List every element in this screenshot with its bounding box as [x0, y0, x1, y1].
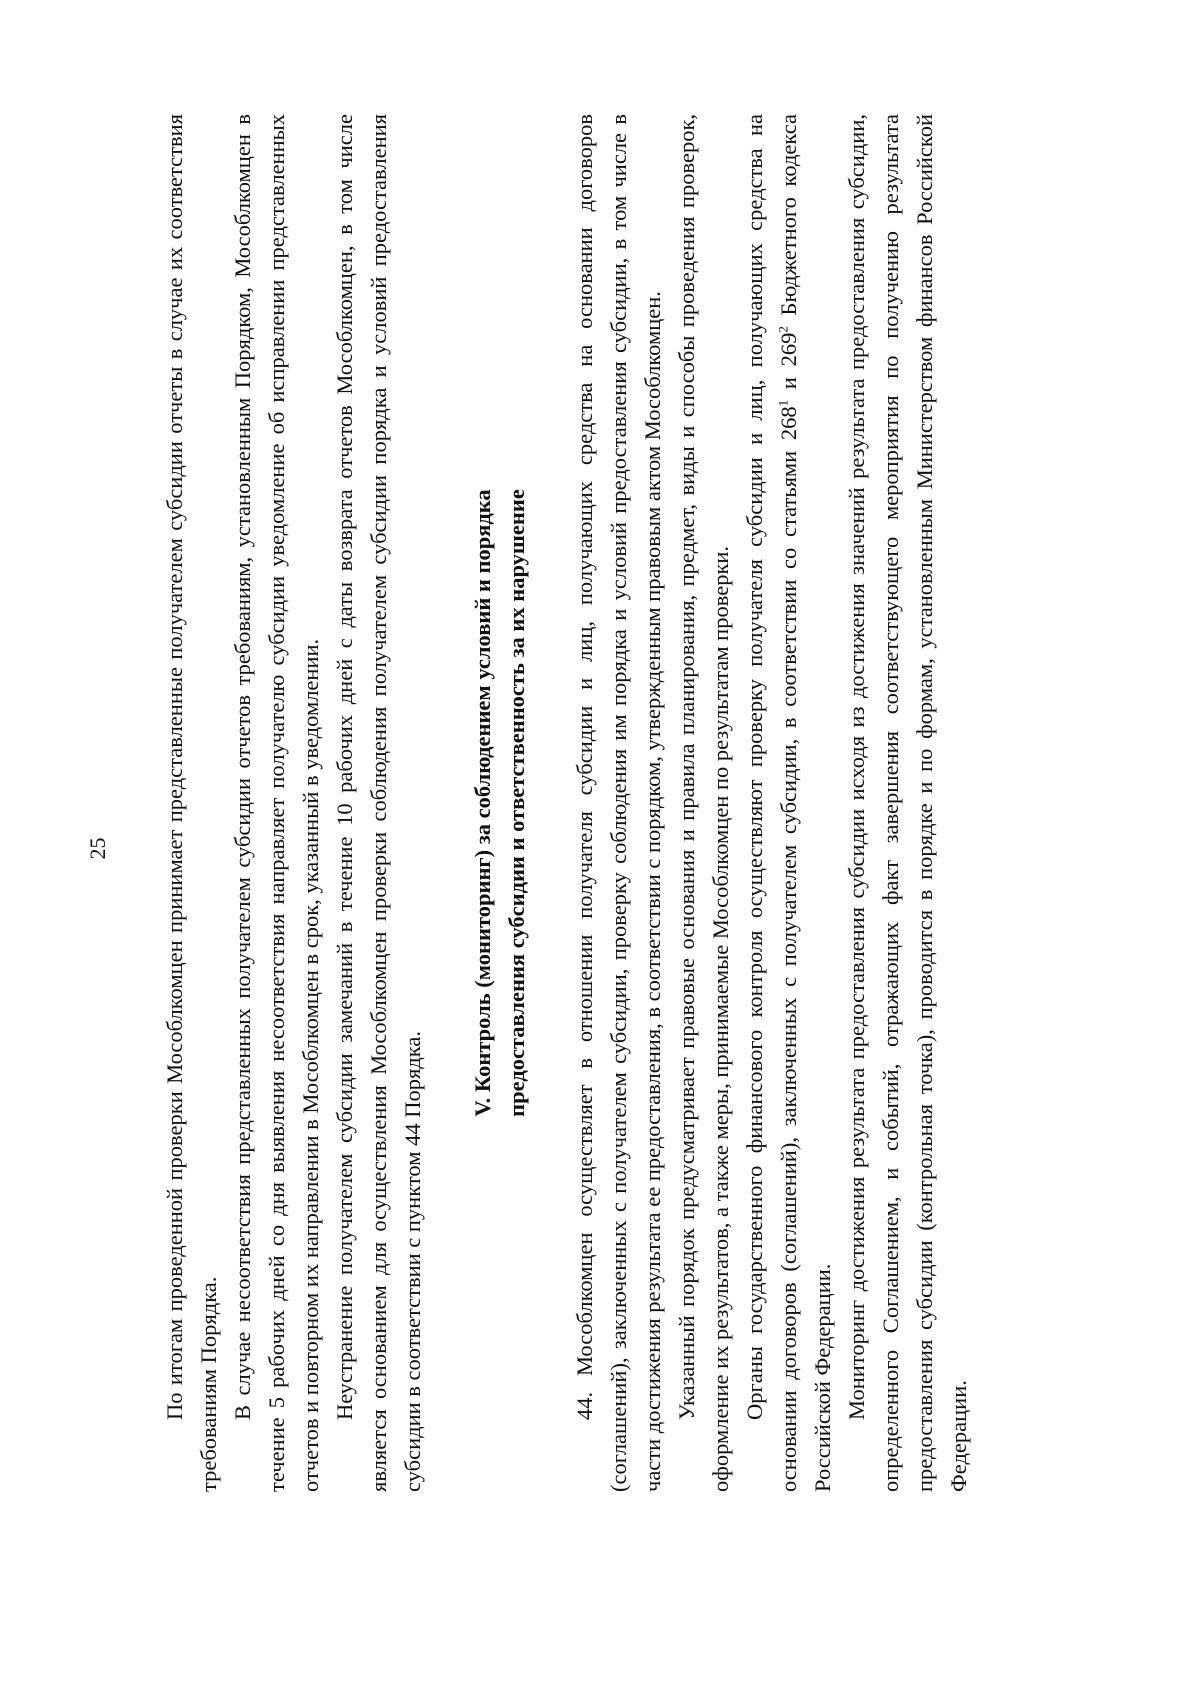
- document-body: [158, 114, 976, 1492]
- section-heading: [466, 114, 534, 1492]
- paragraph-unresolved-remarks: Неустранение получателем субсидии замечаний в течение 10 рабочих дней с даты возврата отчетов Мособлкомцен, в том числе является основанием для осуществления Мособлкомцен проверки соблюдения получателем субсидии порядка и условий предоставления субсидии в соответствии с пунктом 44 Порядка.: [332, 114, 425, 1492]
- paragraph-report-acceptance: По итогам проведенной проверки Мособлкомцен принимает представленные получателем субсидии отчеты в случае их соответствия требованиям Порядка.: [162, 114, 221, 1492]
- financial-control-text-end: Бюджетного кодекса Российской Федерации.: [776, 114, 835, 1492]
- paragraph-financial-control: [738, 114, 840, 1492]
- page-number: 25: [85, 837, 110, 860]
- financial-control-text-start: Органы государственного финансового контроля осуществляют проверку получателя субсидии и лиц, получающих средства на основании договоров (соглашений), заключенных с получателем субсидии, в соответствии со статьями 268: [742, 114, 801, 1492]
- section-heading-line-2: предоставления субсидии и ответственность за их нарушение: [504, 489, 529, 1117]
- paragraph-monitoring: Мониторинг достижения результата предоставления субсидии исходя из достижения значений результата предоставления субсидии, определенного Соглашением, и событий, отражающих факт завершения соответствующего мероприятия по получению результата предоставления субсидии (контрольная точка), проводится в порядке и по формам, установленным Министерством финансов Российской Федерации.: [844, 114, 971, 1492]
- paragraph-item-44: 44. Мособлкомцен осуществляет в отношении получателя субсидии и лиц, получающих средства на основании договоров (соглашений), заключенных с получателем субсидии, проверку соблюдения им порядка и условий предоставления субсидии, в том числе в части достижения результата ее предоставления, в соответствии с порядком, утвержденным правовым актом Мособлкомцен.: [572, 114, 665, 1492]
- article-269-superscript: 2: [775, 326, 791, 333]
- paragraph-inspection-procedure: Указанный порядок предусматривает правовые основания и правила планирования, предмет, виды и способы проведения проверок, оформление их результатов, а также меры, принимаемые Мособлкомцен по результатам проверки.: [674, 114, 733, 1492]
- paragraph-report-mismatch: В случае несоответствия представленных получателем субсидии отчетов требованиям, установленным Порядком, Мособлкомцен в течение 5 рабочих дней со дня выявления несоответствия направляет получателю субсидии уведомление об исправлении представленных отчетов и повторном их направлении в Мособлкомцен в срок, указанный в уведомлении.: [230, 114, 323, 1492]
- financial-control-text-middle: и 269: [776, 332, 801, 400]
- article-268-superscript: 1: [775, 399, 791, 407]
- section-heading-line-1: V. Контроль (мониторинг) за соблюдением условий и порядка: [470, 489, 495, 1117]
